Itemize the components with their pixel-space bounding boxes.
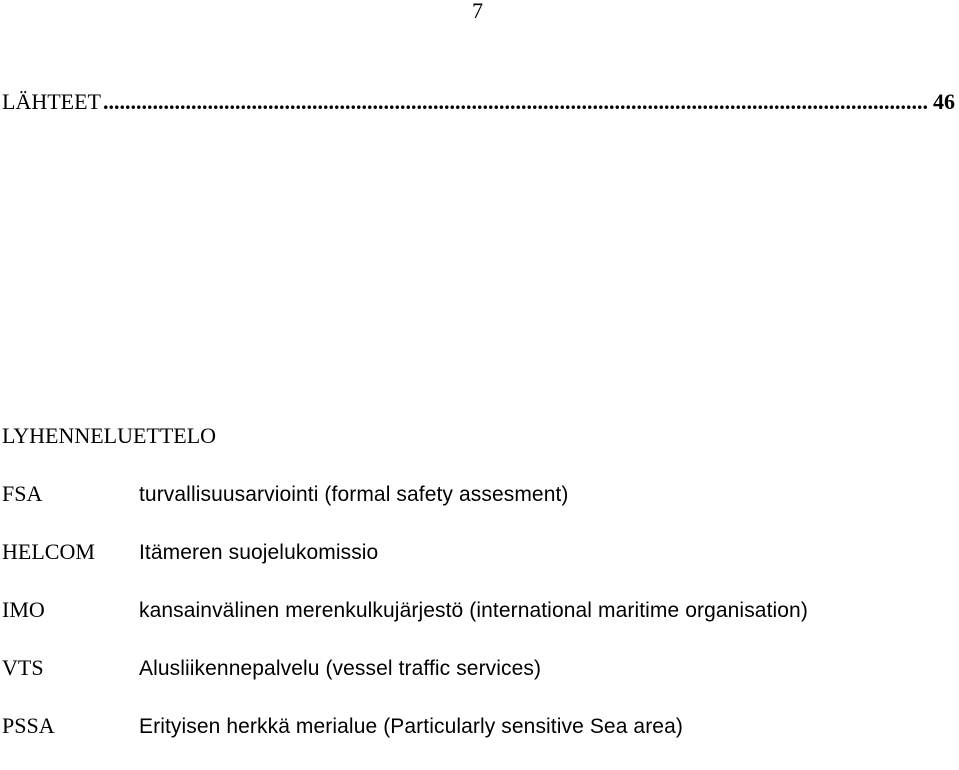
- abbreviation-row: [2, 654, 957, 712]
- abbreviation-term: FSA: [2, 481, 43, 506]
- abbreviation-row: [2, 538, 957, 596]
- toc-entry-label: LÄHTEET: [2, 89, 101, 114]
- abbreviation-definition: Itämeren suojelukomissio: [139, 541, 379, 564]
- abbreviation-definition: Erityisen herkkä merialue (Particularly sensitive Sea area): [139, 715, 683, 738]
- page-number: 7: [472, 0, 483, 23]
- abbreviation-definition: turvallisuusarviointi (formal safety assesment): [139, 483, 569, 506]
- section-heading: LYHENNELUETTELO: [2, 423, 217, 448]
- abbreviation-term: IMO: [2, 597, 45, 622]
- abbreviation-row: [2, 480, 957, 538]
- toc-dot-leader: [103, 88, 929, 116]
- abbreviation-row: [2, 596, 957, 654]
- toc-entry-page: 46: [933, 89, 955, 114]
- abbreviation-list: [2, 480, 957, 770]
- toc-entry-lahteet[interactable]: [2, 88, 955, 116]
- abbreviation-term: HELCOM: [2, 539, 95, 564]
- abbreviation-definition: Alusliikennepalvelu (vessel traffic services): [139, 657, 542, 680]
- abbreviation-term: VTS: [2, 655, 44, 680]
- abbreviation-term: PSSA: [2, 713, 55, 738]
- abbreviation-definition: kansainvälinen merenkulkujärjestö (international maritime organisation): [139, 599, 808, 622]
- abbreviation-row: [2, 712, 957, 770]
